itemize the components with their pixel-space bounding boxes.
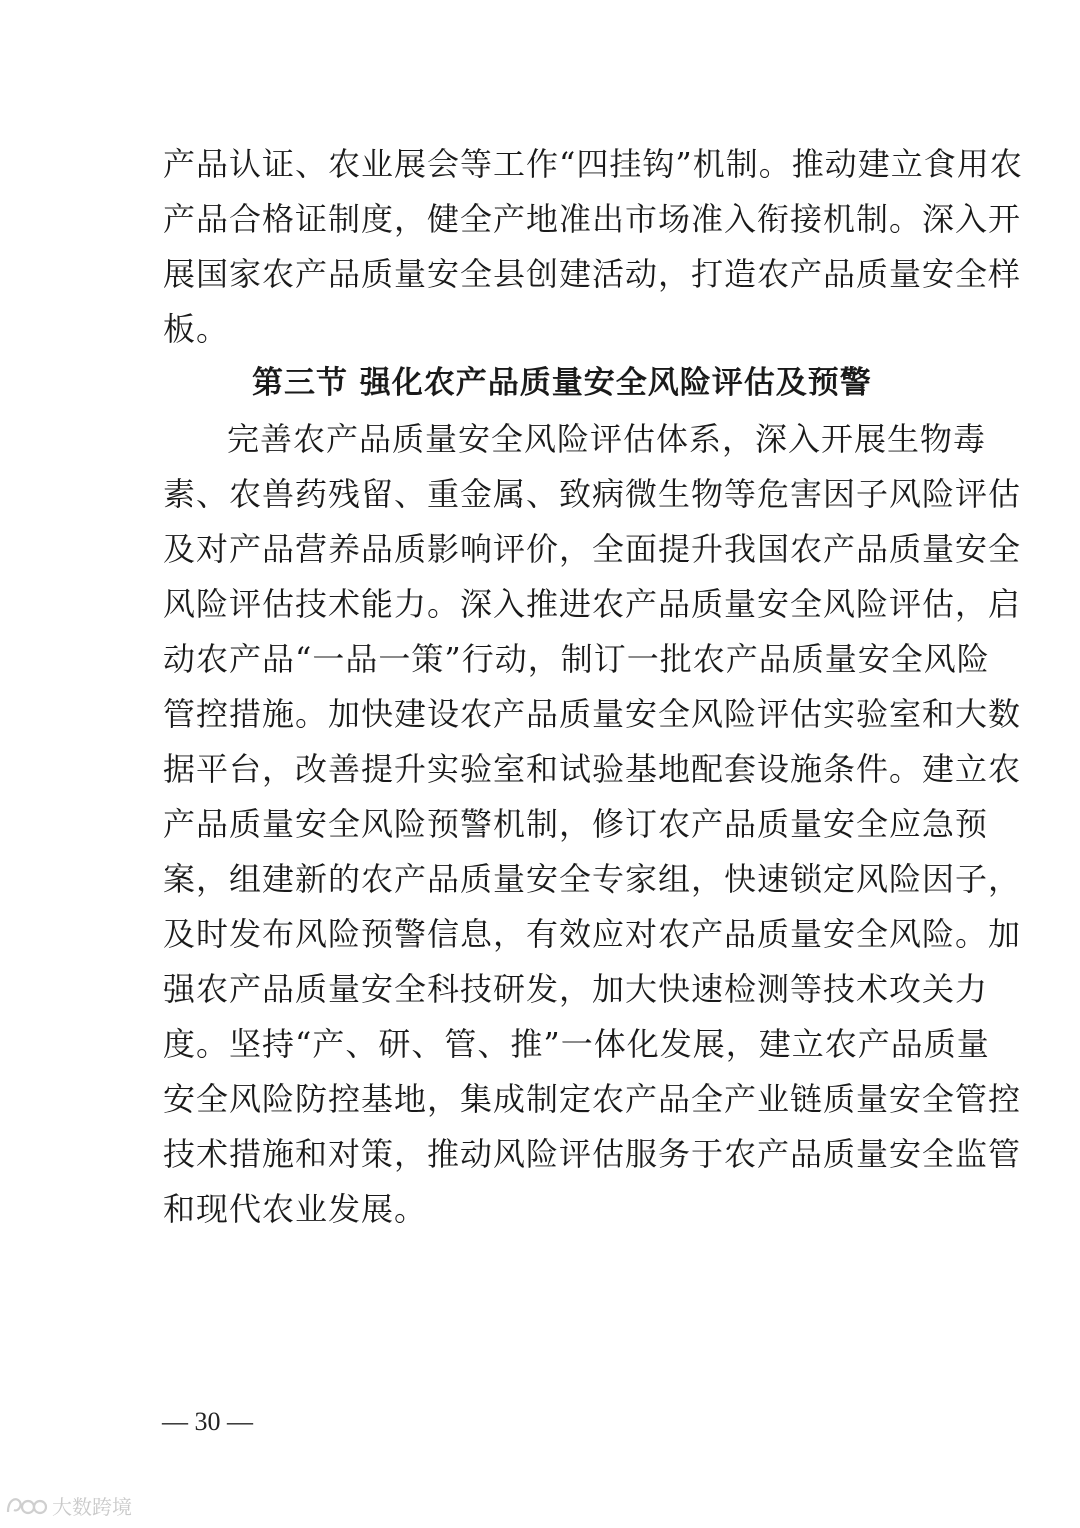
page-number: — 30 — [162,1407,253,1436]
paragraph-line: 产品认证、农业展会等工作“四挂钩”机制。推动建立食用农 [163,145,1023,183]
paragraph-line: 度。坚持“产、研、管、推”一体化发展，建立农产品质量 [163,1025,990,1063]
paragraph-line: 完善农产品质量安全风险评估体系，深入开展生物毒 [227,420,987,458]
paragraph-line: 素、农兽药残留、重金属、致病微生物等危害因子风险评估 [163,475,1022,513]
paragraph-line: 产品合格证制度，健全产地准出市场准入衔接机制。深入开 [163,200,1022,238]
paragraph-line: 安全风险防控基地，集成制定农产品全产业链质量安全管控 [163,1080,1022,1118]
paragraph-line: 展国家农产品质量安全县创建活动，打造农产品质量安全样 [163,255,1022,293]
watermark-text: 大数跨境 [52,1494,132,1519]
paragraph-line: 板。 [163,310,230,348]
watermark [4,1488,132,1522]
section-heading: 第三节 强化农产品质量安全风险评估及预警 [252,365,872,401]
paragraph-line: 及对产品营养品质影响评价，全面提升我国农产品质量安全 [163,530,1022,568]
paragraph-line: 据平台，改善提升实验室和试验基地配套设施条件。建立农 [163,750,1022,788]
watermark-logo-icon [4,1492,48,1518]
paragraph-line: 管控措施。加快建设农产品质量安全风险评估实验室和大数 [163,695,1022,733]
paragraph-line: 风险评估技术能力。深入推进农产品质量安全风险评估，启 [163,585,1022,623]
paragraph-line: 及时发布风险预警信息，有效应对农产品质量安全风险。加 [163,915,1022,953]
paragraph-line: 和现代农业发展。 [163,1190,428,1228]
paragraph-line: 产品质量安全风险预警机制，修订农产品质量安全应急预 [163,805,989,843]
paragraph-line: 案，组建新的农产品质量安全专家组，快速锁定风险因子， [163,860,1022,898]
paragraph-line: 强农产品质量安全科技研发，加大快速检测等技术攻关力 [163,970,989,1008]
paragraph-line: 技术措施和对策，推动风险评估服务于农产品质量安全监管 [163,1135,1022,1173]
paragraph-line: 动农产品“一品一策”行动，制订一批农产品质量安全风险 [163,640,990,678]
